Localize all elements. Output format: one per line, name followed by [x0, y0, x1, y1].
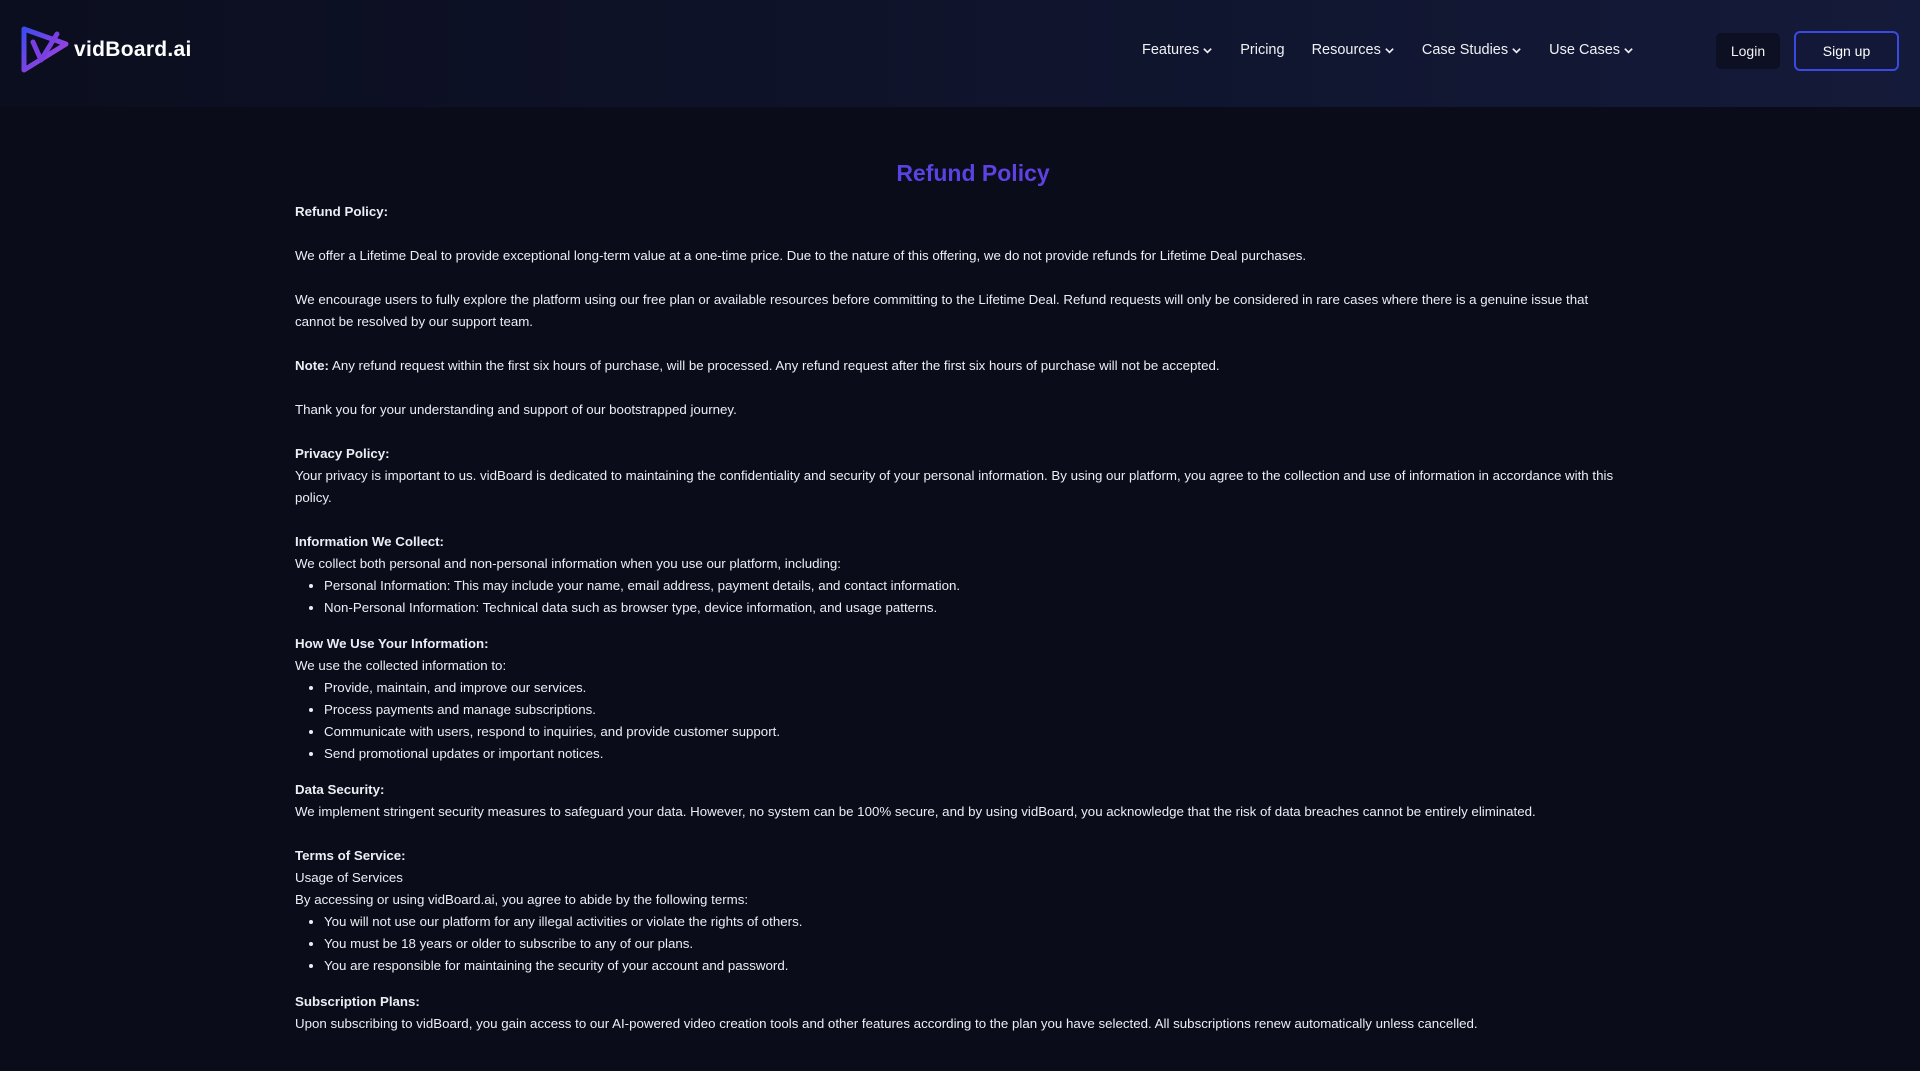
chevron-down-icon: [1623, 45, 1634, 56]
list-item: • You are responsible for maintaining the security of your account and password.: [324, 955, 1615, 977]
vidboard-logo-icon: [20, 26, 70, 74]
list-item: • Communicate with users, respond to inquiries, and provide customer support.: [324, 721, 1615, 743]
signup-button[interactable]: Sign up: [1794, 31, 1899, 71]
page-title: Refund Policy: [313, 160, 1633, 187]
collect-list: [295, 575, 1615, 619]
collect-intro: We collect both personal and non-personal information when you use our platform, including:: [295, 556, 841, 571]
nav-features-label: Features: [1142, 42, 1200, 58]
terms-heading: Terms of Service:: [295, 848, 406, 863]
refund-paragraph: Thank you for your understanding and support of our bootstrapped journey.: [295, 402, 737, 417]
refund-paragraph: We offer a Lifetime Deal to provide exceptional long-term value at a one-time price. Due to the nature of this offering, we do not provide refunds for Lifetime Deal purchases.: [295, 248, 1307, 263]
note-label: Note:: [295, 358, 329, 373]
use-heading: How We Use Your Information:: [295, 636, 489, 651]
subscription-heading: Subscription Plans:: [295, 994, 420, 1009]
site-header: [0, 0, 1920, 107]
terms-list: [295, 911, 1615, 977]
use-list: [295, 677, 1615, 765]
nav-features[interactable]: [1142, 42, 1213, 58]
subscription-text: Upon subscribing to vidBoard, you gain access to our AI-powered video creation tools and other features according to the plan you have selected. All subscriptions renew automatically unless cancelled.: [295, 1016, 1478, 1031]
list-item: • Process payments and manage subscriptions.: [324, 699, 1615, 721]
chevron-down-icon: [1511, 45, 1522, 56]
refund-paragraph: We encourage users to fully explore the platform using our free plan or available resources before committing to the Lifetime Deal. Refund requests will only be considered in rare cases where there is a genuine issue that cannot be resolved by our support team.: [295, 292, 1589, 329]
list-item: • You will not use our platform for any illegal activities or violate the rights of others.: [324, 911, 1615, 933]
policy-content: [295, 160, 1615, 1035]
terms-subheading: Usage of Services: [295, 870, 403, 885]
privacy-text: Your privacy is important to us. vidBoard is dedicated to maintaining the confidentiality and security of your personal information. By using our platform, you agree to the collection and use of information in accordance with this policy.: [295, 468, 1614, 505]
list-item: • You must be 18 years or older to subscribe to any of our plans.: [324, 933, 1615, 955]
security-heading: Data Security:: [295, 782, 385, 797]
nav-resources[interactable]: [1312, 42, 1395, 58]
nav-case-studies[interactable]: [1422, 42, 1522, 58]
collect-heading: Information We Collect:: [295, 534, 444, 549]
privacy-heading: Privacy Policy:: [295, 446, 390, 461]
list-item: • Personal Information: This may include your name, email address, payment details, and contact information.: [324, 575, 1615, 597]
main-nav: [1142, 42, 1661, 58]
nav-use-cases-label: Use Cases: [1549, 42, 1621, 58]
list-item: • Send promotional updates or important notices.: [324, 743, 1615, 765]
chevron-down-icon: [1202, 45, 1213, 56]
logo[interactable]: [20, 26, 192, 74]
terms-intro: By accessing or using vidBoard.ai, you agree to abide by the following terms:: [295, 892, 749, 907]
refund-heading: Refund Policy:: [295, 204, 389, 219]
note-text: Any refund request within the first six hours of purchase, will be processed. Any refund request after the first six hours of purchase will not be accepted.: [328, 358, 1220, 373]
nav-pricing-label: Pricing: [1240, 42, 1285, 58]
nav-resources-label: Resources: [1311, 42, 1381, 58]
nav-pricing[interactable]: [1240, 42, 1284, 58]
nav-case-studies-label: Case Studies: [1421, 42, 1509, 58]
list-item: • Non-Personal Information: Technical data such as browser type, device information, and usage patterns.: [324, 597, 1615, 619]
refund-note: [295, 355, 1615, 377]
chevron-down-icon: [1384, 45, 1395, 56]
login-button[interactable]: Login: [1716, 33, 1780, 69]
use-intro: We use the collected information to:: [295, 658, 507, 673]
logo-text: vidBoard.ai: [74, 38, 192, 61]
nav-use-cases[interactable]: [1549, 42, 1634, 58]
list-item: • Provide, maintain, and improve our services.: [324, 677, 1615, 699]
security-text: We implement stringent security measures to safeguard your data. However, no system can be 100% secure, and by using vidBoard, you acknowledge that the risk of data breaches cannot be entirely eliminated.: [295, 804, 1536, 819]
